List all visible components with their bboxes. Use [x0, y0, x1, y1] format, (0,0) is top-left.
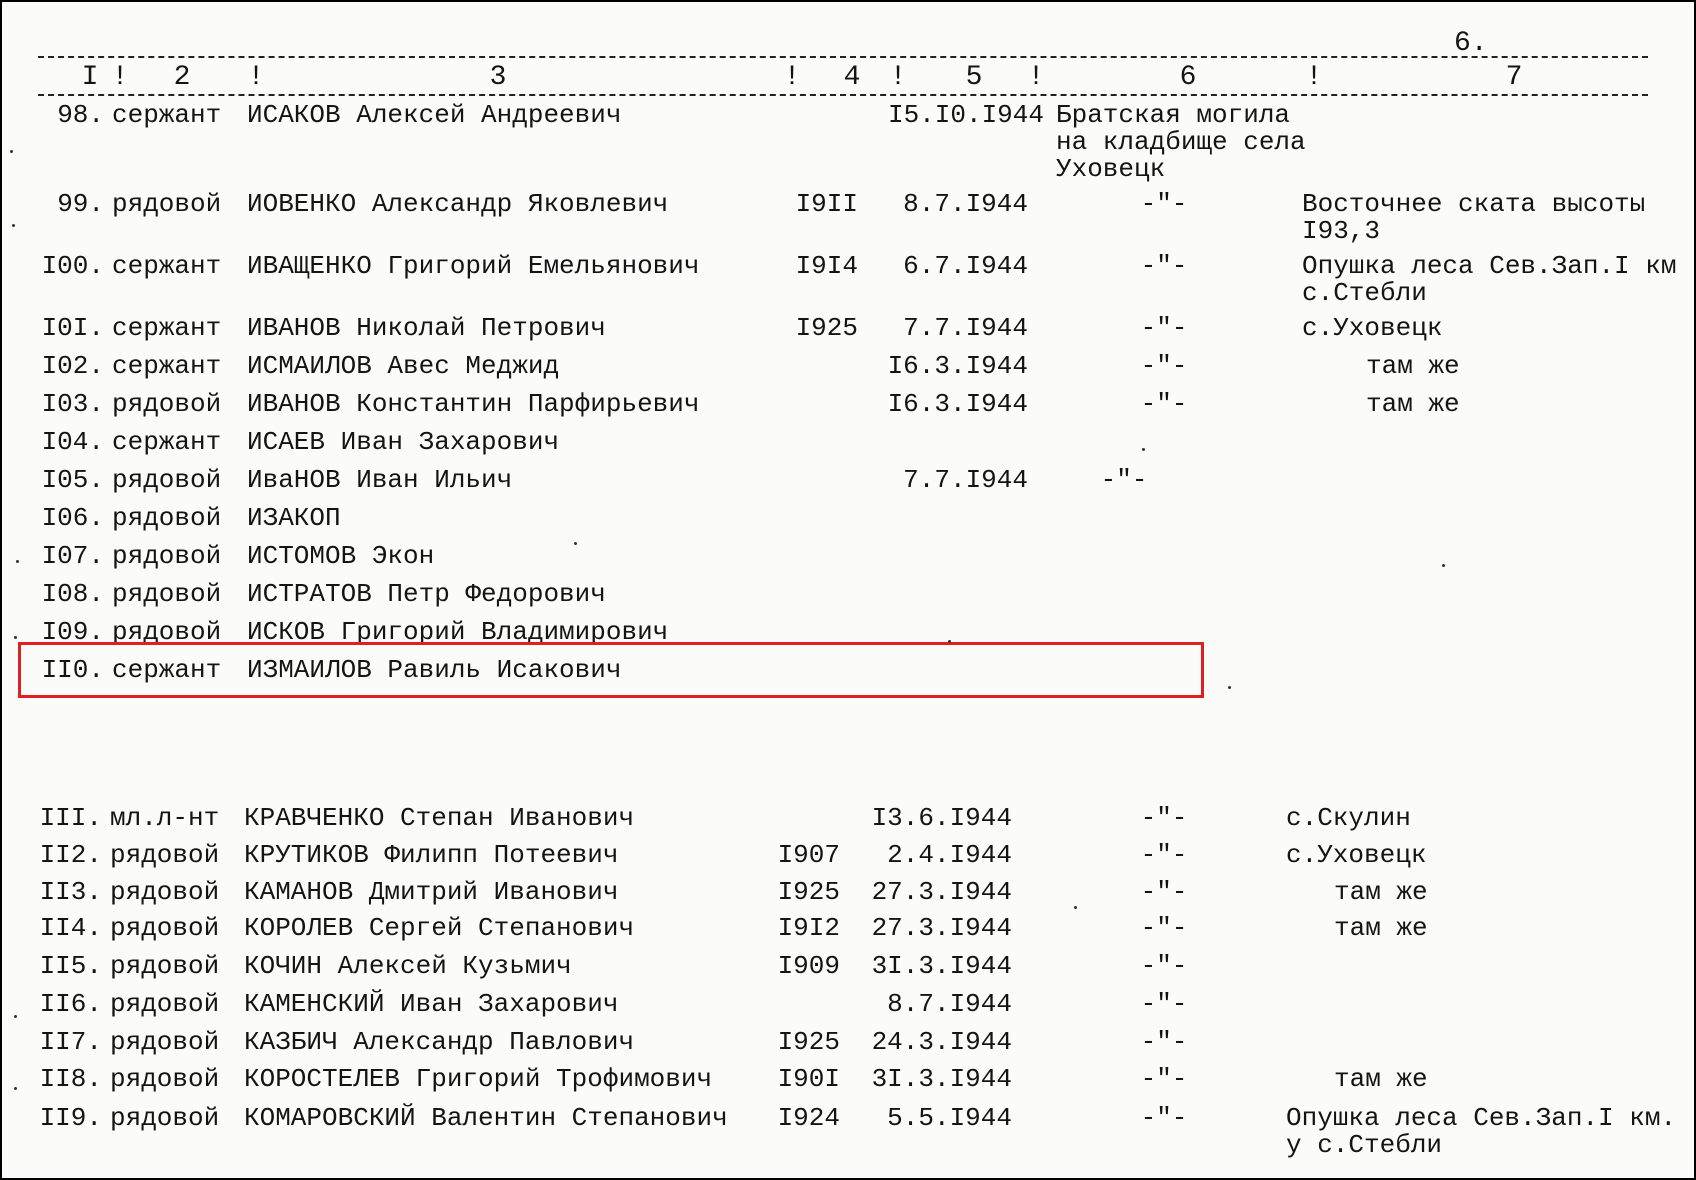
rank: рядовой	[110, 877, 220, 907]
birth-year: I9I2	[777, 913, 840, 943]
burial-place: -"-	[1140, 951, 1188, 981]
rank: рядовой	[112, 189, 222, 219]
death-date: 3I.3.I944	[871, 1064, 1012, 1094]
rank: сержант	[112, 100, 222, 130]
death-date: I3.6.I944	[871, 803, 1012, 833]
row-number: I05.	[41, 465, 104, 495]
speck	[10, 150, 13, 153]
rank: рядовой	[112, 541, 222, 571]
birth-year: I925	[777, 877, 840, 907]
death-date: 24.3.I944	[871, 1027, 1012, 1057]
speck	[1228, 686, 1231, 689]
death-date: 6.7.I944	[903, 251, 1028, 281]
rank: рядовой	[112, 579, 222, 609]
full-name: ИВАНОВ Константин Парфирьевич	[247, 389, 700, 419]
column-header: 6	[1179, 62, 1197, 93]
death-date: 8.7.I944	[887, 989, 1012, 1019]
death-date: 27.3.I944	[871, 913, 1012, 943]
rank: рядовой	[110, 951, 220, 981]
location: там же	[1366, 389, 1460, 419]
full-name: ИСАЕВ Иван Захарович	[247, 427, 560, 457]
burial-place: -"-	[1140, 803, 1188, 833]
death-date: 3I.3.I944	[871, 951, 1012, 981]
column-separator: !	[1027, 62, 1045, 93]
death-date: 7.7.I944	[903, 313, 1028, 343]
death-date: 27.3.I944	[871, 877, 1012, 907]
burial-place: -"-	[1140, 313, 1188, 343]
death-date: I5.I0.I944	[887, 100, 1044, 130]
full-name: КРАВЧЕНКО Степан Иванович	[244, 803, 635, 833]
location: с.Уховецк	[1286, 840, 1427, 870]
burial-place: -"-	[1140, 877, 1188, 907]
burial-place: -"-	[1140, 351, 1188, 381]
row-number: I09.	[41, 617, 104, 647]
death-date: 8.7.I944	[903, 189, 1028, 219]
burial-place: -"-	[1140, 913, 1188, 943]
speck	[14, 1087, 17, 1090]
page-number: 6.	[1454, 28, 1488, 59]
speck	[1442, 564, 1445, 567]
row-number: I04.	[41, 427, 104, 457]
location: там же	[1366, 351, 1460, 381]
full-name: ИЗМАИЛОВ Равиль Исакович	[247, 655, 622, 685]
column-header: 5	[965, 62, 983, 93]
burial-place: -"-	[1140, 251, 1188, 281]
burial-place: -"-	[1140, 1103, 1188, 1133]
full-name: КРУТИКОВ Филипп Потеевич	[244, 840, 619, 870]
header-bottom-rule	[38, 94, 1648, 96]
row-number: I08.	[41, 579, 104, 609]
full-name: ИСАКОВ Алексей Андреевич	[247, 100, 622, 130]
full-name: КАЗБИЧ Александр Павлович	[244, 1027, 635, 1057]
birth-year: I925	[795, 313, 858, 343]
column-header: 3	[489, 62, 507, 93]
highlight-box	[18, 642, 1204, 698]
birth-year: I9II	[795, 189, 858, 219]
column-separator: !	[783, 62, 801, 93]
burial-place: Братская могила на кладбище села Уховецк	[1056, 100, 1306, 184]
row-number: II2.	[39, 840, 102, 870]
rank: сержант	[112, 655, 222, 685]
rank: рядовой	[110, 1027, 220, 1057]
rank: сержант	[112, 427, 222, 457]
rank: рядовой	[110, 840, 220, 870]
birth-year: I909	[777, 951, 840, 981]
full-name: КАМАНОВ Дмитрий Иванович	[244, 877, 619, 907]
row-number: I00.	[41, 251, 104, 281]
death-date: 2.4.I944	[887, 840, 1012, 870]
burial-place: -"-	[1100, 465, 1148, 495]
row-number: II0.	[41, 655, 104, 685]
row-number: I07.	[41, 541, 104, 571]
full-name: КОМАРОВСКИЙ Валентин Степанович	[244, 1103, 728, 1133]
death-date: 7.7.I944	[903, 465, 1028, 495]
birth-year: I9I4	[795, 251, 858, 281]
rank: сержант	[112, 251, 222, 281]
row-number: II6.	[39, 989, 102, 1019]
speck	[1074, 906, 1077, 909]
full-name: КОЧИН Алексей Кузьмич	[244, 951, 572, 981]
full-name: ИСКОВ Григорий Владимирович	[247, 617, 669, 647]
row-number: I06.	[41, 503, 104, 533]
rank: рядовой	[110, 989, 220, 1019]
row-number: II4.	[39, 913, 102, 943]
column-separator: !	[247, 62, 265, 93]
full-name: ИСМАИЛОВ Авес Меджид	[247, 351, 560, 381]
speck	[948, 640, 951, 643]
birth-year: I907	[777, 840, 840, 870]
speck	[1142, 448, 1145, 451]
location: там же	[1334, 1064, 1428, 1094]
rank: сержант	[112, 313, 222, 343]
speck	[574, 542, 577, 545]
birth-year: I924	[777, 1103, 840, 1133]
death-date: 5.5.I944	[887, 1103, 1012, 1133]
full-name: ИСТОМОВ Экон	[247, 541, 435, 571]
row-number: I0I.	[41, 313, 104, 343]
burial-place: -"-	[1140, 189, 1188, 219]
location: Опушка леса Сев.Зап.I км с.Стебли	[1302, 251, 1677, 308]
column-separator: !	[1305, 62, 1323, 93]
rank: рядовой	[112, 617, 222, 647]
speck	[12, 224, 15, 227]
column-separator: !	[889, 62, 907, 93]
column-header: 2	[173, 62, 191, 93]
full-name: ИваНОВ Иван Ильич	[247, 465, 513, 495]
row-number: II3.	[39, 877, 102, 907]
location: там же	[1334, 913, 1428, 943]
burial-place: -"-	[1140, 389, 1188, 419]
rank: рядовой	[112, 389, 222, 419]
location: Восточнее ската высоты I93,3	[1302, 189, 1646, 246]
rank: рядовой	[112, 465, 222, 495]
full-name: ИВАНОВ Николай Петрович	[247, 313, 606, 343]
death-date: I6.3.I944	[887, 351, 1028, 381]
column-header: I	[81, 62, 99, 93]
burial-place: -"-	[1140, 1064, 1188, 1094]
location: с.Скулин	[1286, 803, 1411, 833]
speck	[14, 1015, 17, 1018]
rank: рядовой	[110, 1103, 220, 1133]
row-number: I02.	[41, 351, 104, 381]
rank: сержант	[112, 351, 222, 381]
full-name: ИВАЩЕНКО Григорий Емельянович	[247, 251, 700, 281]
burial-place: -"-	[1140, 840, 1188, 870]
birth-year: I925	[777, 1027, 840, 1057]
location: Опушка леса Сев.Зап.I км. у с.Стебли	[1286, 1103, 1677, 1160]
full-name: ИСТРАТОВ Петр Федорович	[247, 579, 606, 609]
rank: рядовой	[110, 1064, 220, 1094]
full-name: ИЗАКОП	[247, 503, 341, 533]
full-name: КОРОЛЕВ Сергей Степанович	[244, 913, 635, 943]
burial-place: -"-	[1140, 989, 1188, 1019]
death-date: I6.3.I944	[887, 389, 1028, 419]
row-number: II5.	[39, 951, 102, 981]
rank: рядовой	[112, 503, 222, 533]
row-number: I03.	[41, 389, 104, 419]
column-header: 4	[843, 62, 861, 93]
row-number: II8.	[39, 1064, 102, 1094]
header-top-rule	[38, 56, 1648, 58]
full-name: КОРОСТЕЛЕВ Григорий Трофимович	[244, 1064, 713, 1094]
row-number: III.	[39, 803, 102, 833]
full-name: ИОВЕНКО Александр Яковлевич	[247, 189, 669, 219]
location: с.Уховецк	[1302, 313, 1443, 343]
column-separator: !	[111, 62, 129, 93]
birth-year: I90I	[777, 1064, 840, 1094]
row-number: 99.	[57, 189, 104, 219]
row-number: II7.	[39, 1027, 102, 1057]
rank: рядовой	[110, 913, 220, 943]
location: там же	[1334, 877, 1428, 907]
speck	[16, 560, 19, 563]
full-name: КАМЕНСКИЙ Иван Захарович	[244, 989, 619, 1019]
row-number: 98.	[57, 100, 104, 130]
column-header: 7	[1505, 62, 1523, 93]
burial-place: -"-	[1140, 1027, 1188, 1057]
speck	[14, 636, 17, 639]
rank: мл.л-нт	[110, 803, 220, 833]
row-number: II9.	[39, 1103, 102, 1133]
